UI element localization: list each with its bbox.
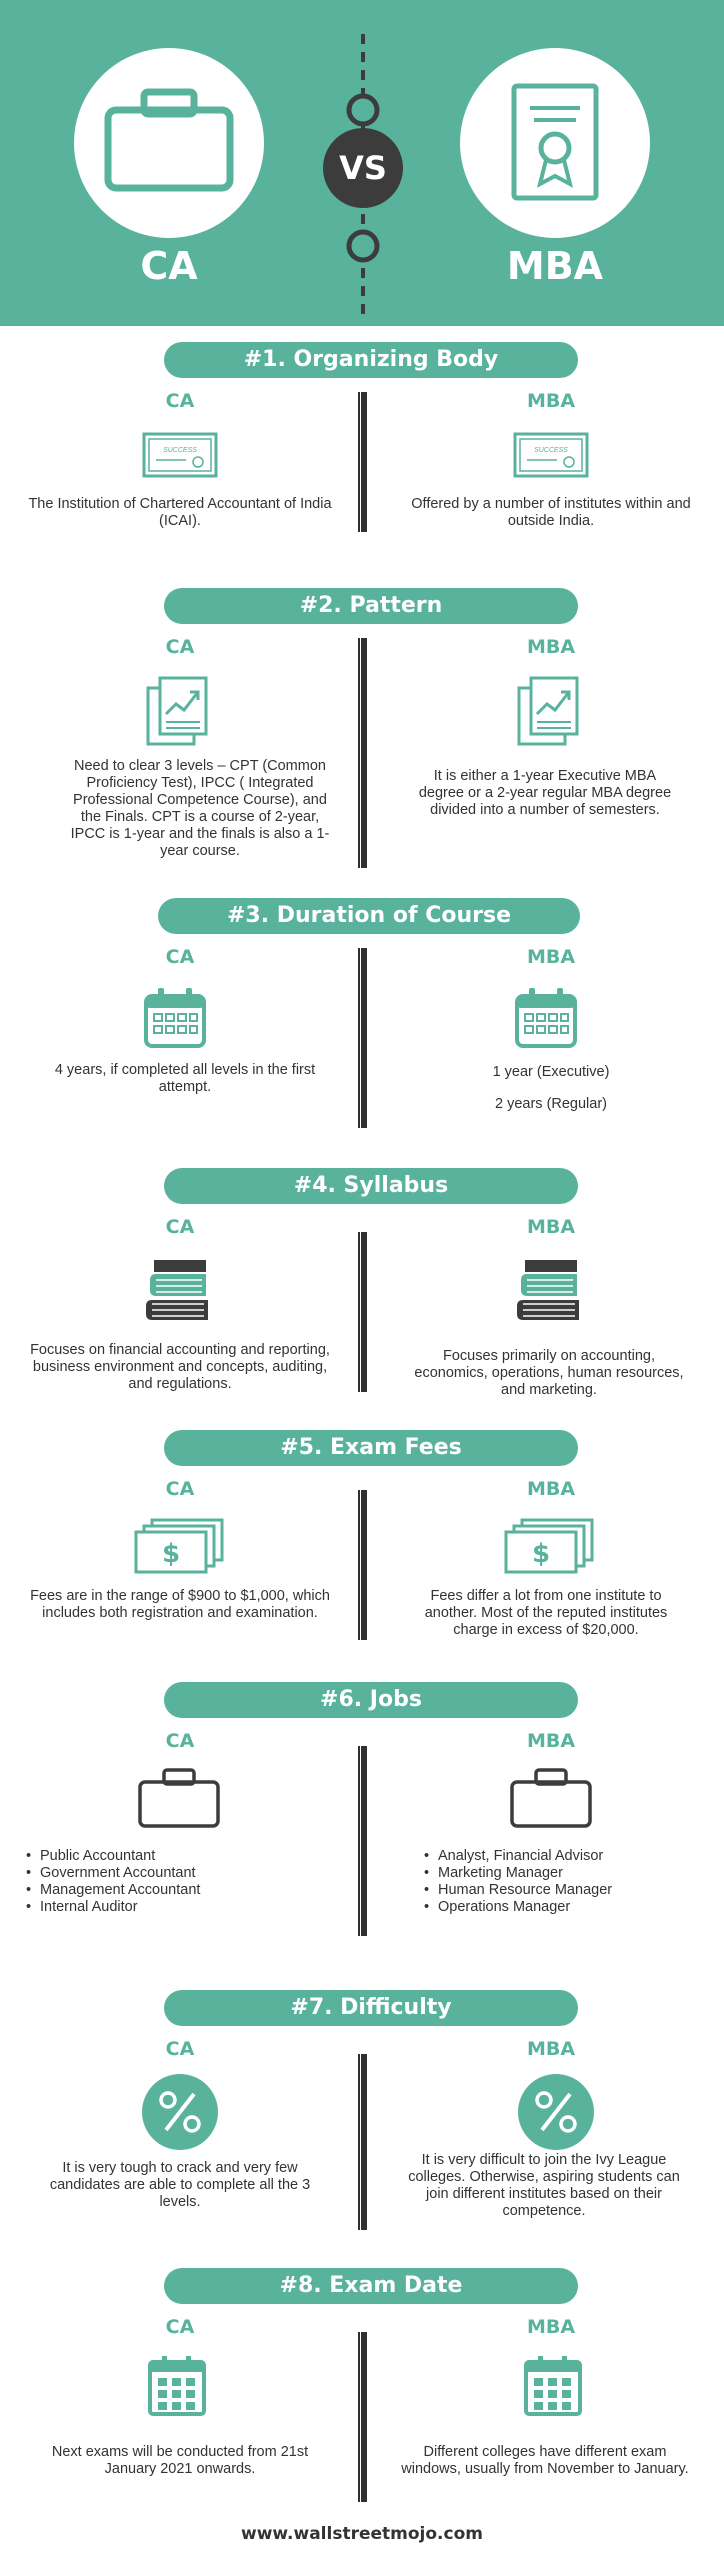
ca-description: The Institution of Chartered Accountant of India (ICAI).	[28, 496, 332, 529]
mba-description-executive: 1 year (Executive)	[492, 1064, 610, 1080]
mba-description: Focuses primarily on accounting, economics, operations, human resources, and marketing.	[414, 1348, 684, 1398]
column-divider	[361, 638, 367, 868]
mba-label: MBA	[526, 1478, 576, 1500]
mba-header-title: MBA	[506, 244, 604, 288]
ca-description: Focuses on financial accounting and reporting, business environment and concepts, auditing, and regulations.	[30, 1342, 330, 1392]
section-syllabus	[0, 1168, 724, 1408]
ca-label: CA	[165, 946, 195, 968]
section-duration	[0, 898, 724, 1138]
ca-description: Fees are in the range of $900 to $1,000, which includes both registration and examination.	[30, 1588, 330, 1621]
vs-badge: VS	[323, 128, 403, 208]
mba-label: MBA	[526, 1730, 576, 1752]
header-banner	[0, 0, 724, 326]
section-exam-date	[0, 2268, 724, 2508]
ca-header-circle	[74, 48, 264, 238]
ca-label: CA	[165, 390, 195, 412]
percent-icon	[140, 2072, 220, 2152]
briefcase-icon	[74, 48, 264, 238]
certificate-text: SUCCESS	[163, 447, 197, 454]
ca-description: It is very tough to crack and very few candidates are able to complete all the 3 levels.	[49, 2160, 311, 2210]
briefcase-icon	[134, 1766, 224, 1830]
column-divider	[361, 2332, 367, 2502]
section-title: #1. Organizing Body	[164, 342, 578, 378]
column-divider	[361, 1490, 367, 1640]
mba-label: MBA	[526, 946, 576, 968]
section-title: #2. Pattern	[164, 588, 578, 624]
calendar-icon	[140, 986, 210, 1050]
section-title: #5. Exam Fees	[164, 1430, 578, 1466]
document-chart-icon	[140, 674, 220, 746]
list-item: • Analyst, Financial Advisor	[422, 1848, 712, 1865]
ca-label: CA	[165, 636, 195, 658]
section-title: #8. Exam Date	[164, 2268, 578, 2304]
svg-text:$: $	[161, 1539, 181, 1569]
section-exam-fees	[0, 1430, 724, 1650]
ca-description: Next exams will be conducted from 21st January 2021 onwards.	[51, 2444, 309, 2477]
mba-label: MBA	[526, 390, 576, 412]
ca-header-title: CA	[140, 244, 198, 288]
money-icon	[500, 1516, 600, 1580]
percent-icon	[516, 2072, 596, 2152]
calendar-grid-icon	[146, 2354, 208, 2418]
list-item: • Government Accountant	[24, 1865, 324, 1882]
mba-description: Fees differ a lot from one institute to another. Most of the reputed institutes charge in excess of $20,000.	[424, 1588, 668, 1638]
mba-label: MBA	[526, 2316, 576, 2338]
list-item: • Operations Manager	[422, 1899, 712, 1916]
section-title: #7. Difficulty	[164, 1990, 578, 2026]
books-icon	[511, 1254, 587, 1326]
footer-website: www.wallstreetmojo.com	[241, 2524, 483, 2544]
calendar-icon	[511, 986, 581, 1050]
diploma-icon	[460, 48, 650, 238]
mba-description-regular: 2 years (Regular)	[494, 1096, 607, 1112]
briefcase-icon	[506, 1766, 596, 1830]
money-icon	[130, 1516, 230, 1580]
list-item: • Human Resource Manager	[422, 1882, 712, 1899]
list-item: • Marketing Manager	[422, 1865, 712, 1882]
ca-label: CA	[165, 2316, 195, 2338]
ca-jobs-list	[24, 1848, 324, 1916]
ca-description: 4 years, if completed all levels in the first attempt.	[54, 1062, 316, 1095]
section-difficulty	[0, 1990, 724, 2240]
section-title: #4. Syllabus	[164, 1168, 578, 1204]
column-divider	[361, 1232, 367, 1392]
column-divider	[361, 2054, 367, 2230]
mba-header-circle	[460, 48, 650, 238]
ca-description: Need to clear 3 levels – CPT (Common Proficiency Test), IPCC ( Integrated Professional Competence Course), and the Finals. CPT is a course of 2-year, IPCC is 1-year and the finals is also a 1-year course.	[70, 758, 330, 859]
ca-label: CA	[165, 1216, 195, 1238]
books-icon	[140, 1254, 216, 1326]
list-item: • Management Accountant	[24, 1882, 324, 1899]
document-chart-icon	[511, 674, 591, 746]
column-divider	[361, 392, 367, 532]
mba-description: It is either a 1-year Executive MBA degree or a 2-year regular MBA degree divided into a number of semesters.	[418, 768, 672, 818]
certificate-icon	[511, 430, 591, 480]
ca-label: CA	[165, 1478, 195, 1500]
section-jobs	[0, 1682, 724, 1942]
svg-text:$: $	[531, 1539, 551, 1569]
mba-description: It is very difficult to join the Ivy League colleges. Otherwise, aspiring students can join different institutes based on their competence.	[408, 2152, 680, 2219]
certificate-icon	[140, 430, 220, 480]
section-pattern	[0, 588, 724, 878]
mba-label: MBA	[526, 1216, 576, 1238]
mba-description: Different colleges have different exam windows, usually from November to January.	[401, 2444, 689, 2477]
ca-label: CA	[165, 2038, 195, 2060]
column-divider	[361, 948, 367, 1128]
mba-jobs-list	[422, 1848, 712, 1916]
mba-description: Offered by a number of institutes within and outside India.	[411, 496, 691, 529]
mba-label: MBA	[526, 2038, 576, 2060]
section-organizing-body	[0, 342, 724, 542]
section-title: #6. Jobs	[164, 1682, 578, 1718]
calendar-grid-icon	[522, 2354, 584, 2418]
list-item: • Internal Auditor	[24, 1899, 324, 1916]
certificate-text: SUCCESS	[534, 447, 568, 454]
section-title: #3. Duration of Course	[158, 898, 580, 934]
column-divider	[361, 1746, 367, 1936]
list-item: • Public Accountant	[24, 1848, 324, 1865]
ca-label: CA	[165, 1730, 195, 1752]
mba-label: MBA	[526, 636, 576, 658]
